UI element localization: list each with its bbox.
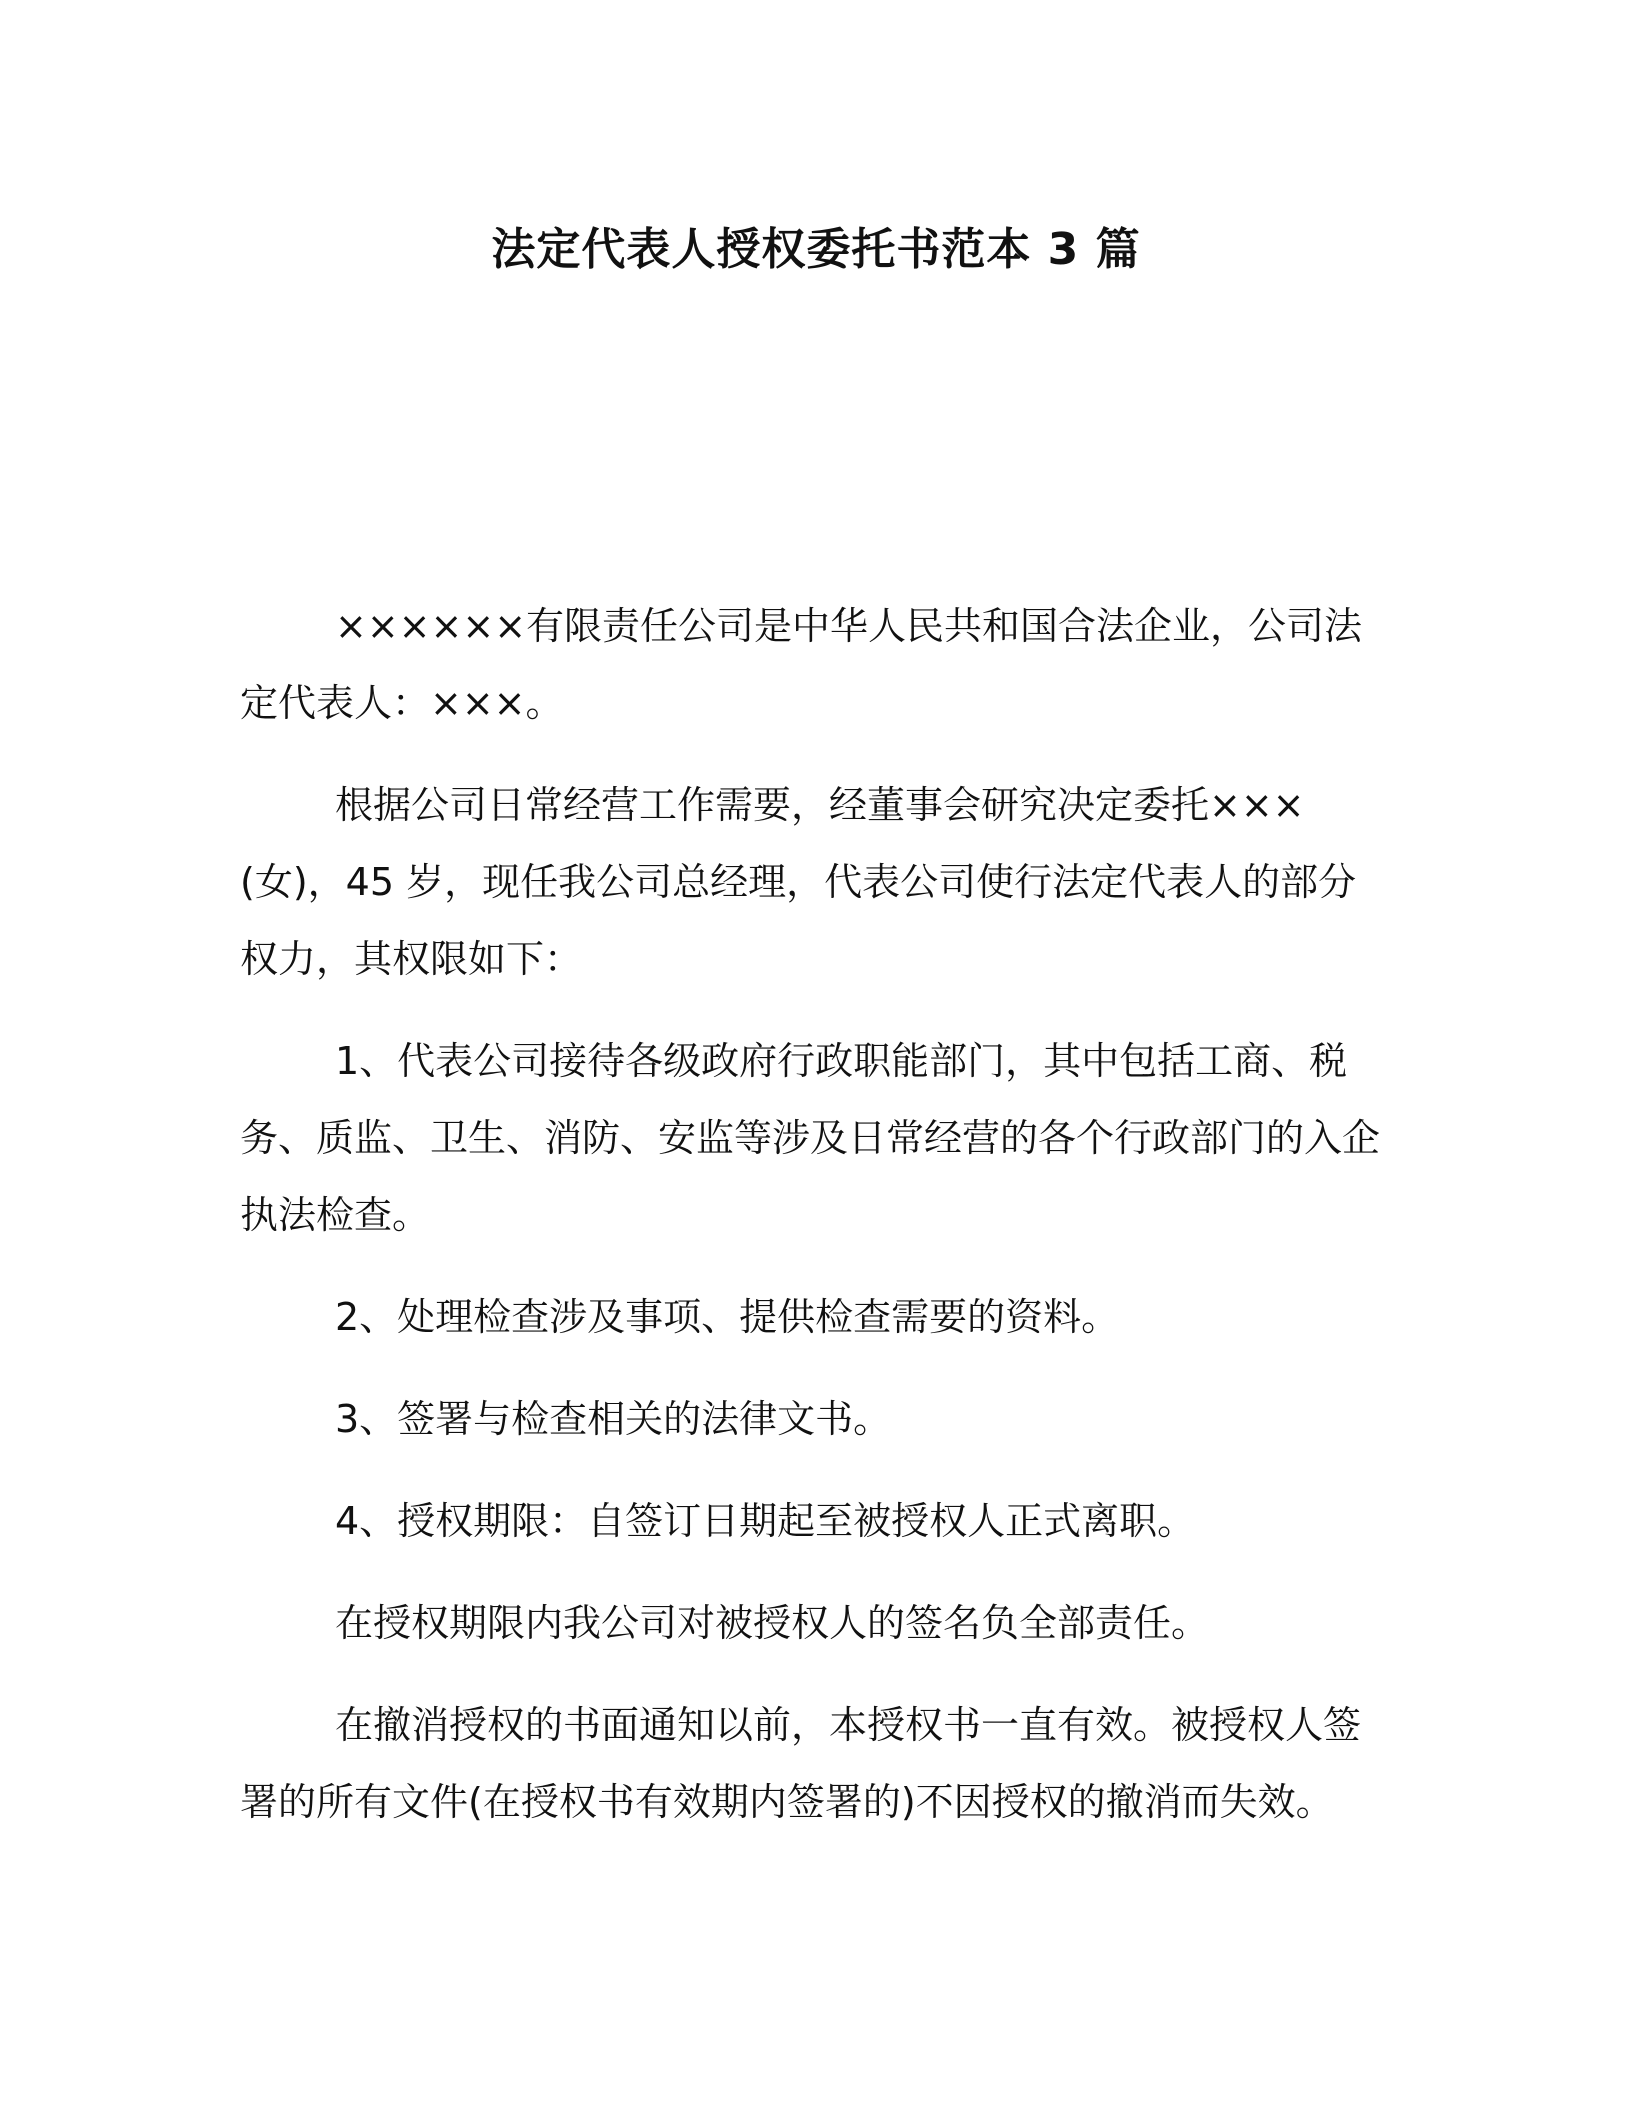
paragraph-item-1: 1、代表公司接待各级政府行政职能部门，其中包括工商、税务、质监、卫生、消防、安监等涉及日常经营的各个行政部门的入企执法检查。 [240, 1039, 1381, 1237]
paragraph-item-4: 4、授权期限：自签订日期起至被授权人正式离职。 [335, 1499, 1196, 1543]
paragraph-responsibility: 在授权期限内我公司对被授权人的签名负全部责任。 [335, 1601, 1210, 1645]
paragraph-item-2: 2、处理检查涉及事项、提供检查需要的资料。 [335, 1295, 1120, 1339]
paragraph-delegation: 根据公司日常经营工作需要，经董事会研究决定委托×××(女)，45 岁，现任我公司总经理，代表公司使行法定代表人的部分权力，其权限如下： [240, 783, 1357, 981]
document-body [240, 588, 1380, 1866]
paragraph-company-intro: ××××××有限责任公司是中华人民共和国合法企业，公司法定代表人：×××。 [240, 604, 1363, 725]
paragraph-validity: 在撤消授权的书面通知以前，本授权书一直有效。被授权人签署的所有文件(在授权书有效期内签署的)不因授权的撤消而失效。 [240, 1703, 1362, 1824]
document-title: 法定代表人授权委托书范本 3 篇 [491, 224, 1141, 275]
paragraph-item-3: 3、签署与检查相关的法律文书。 [335, 1397, 892, 1441]
